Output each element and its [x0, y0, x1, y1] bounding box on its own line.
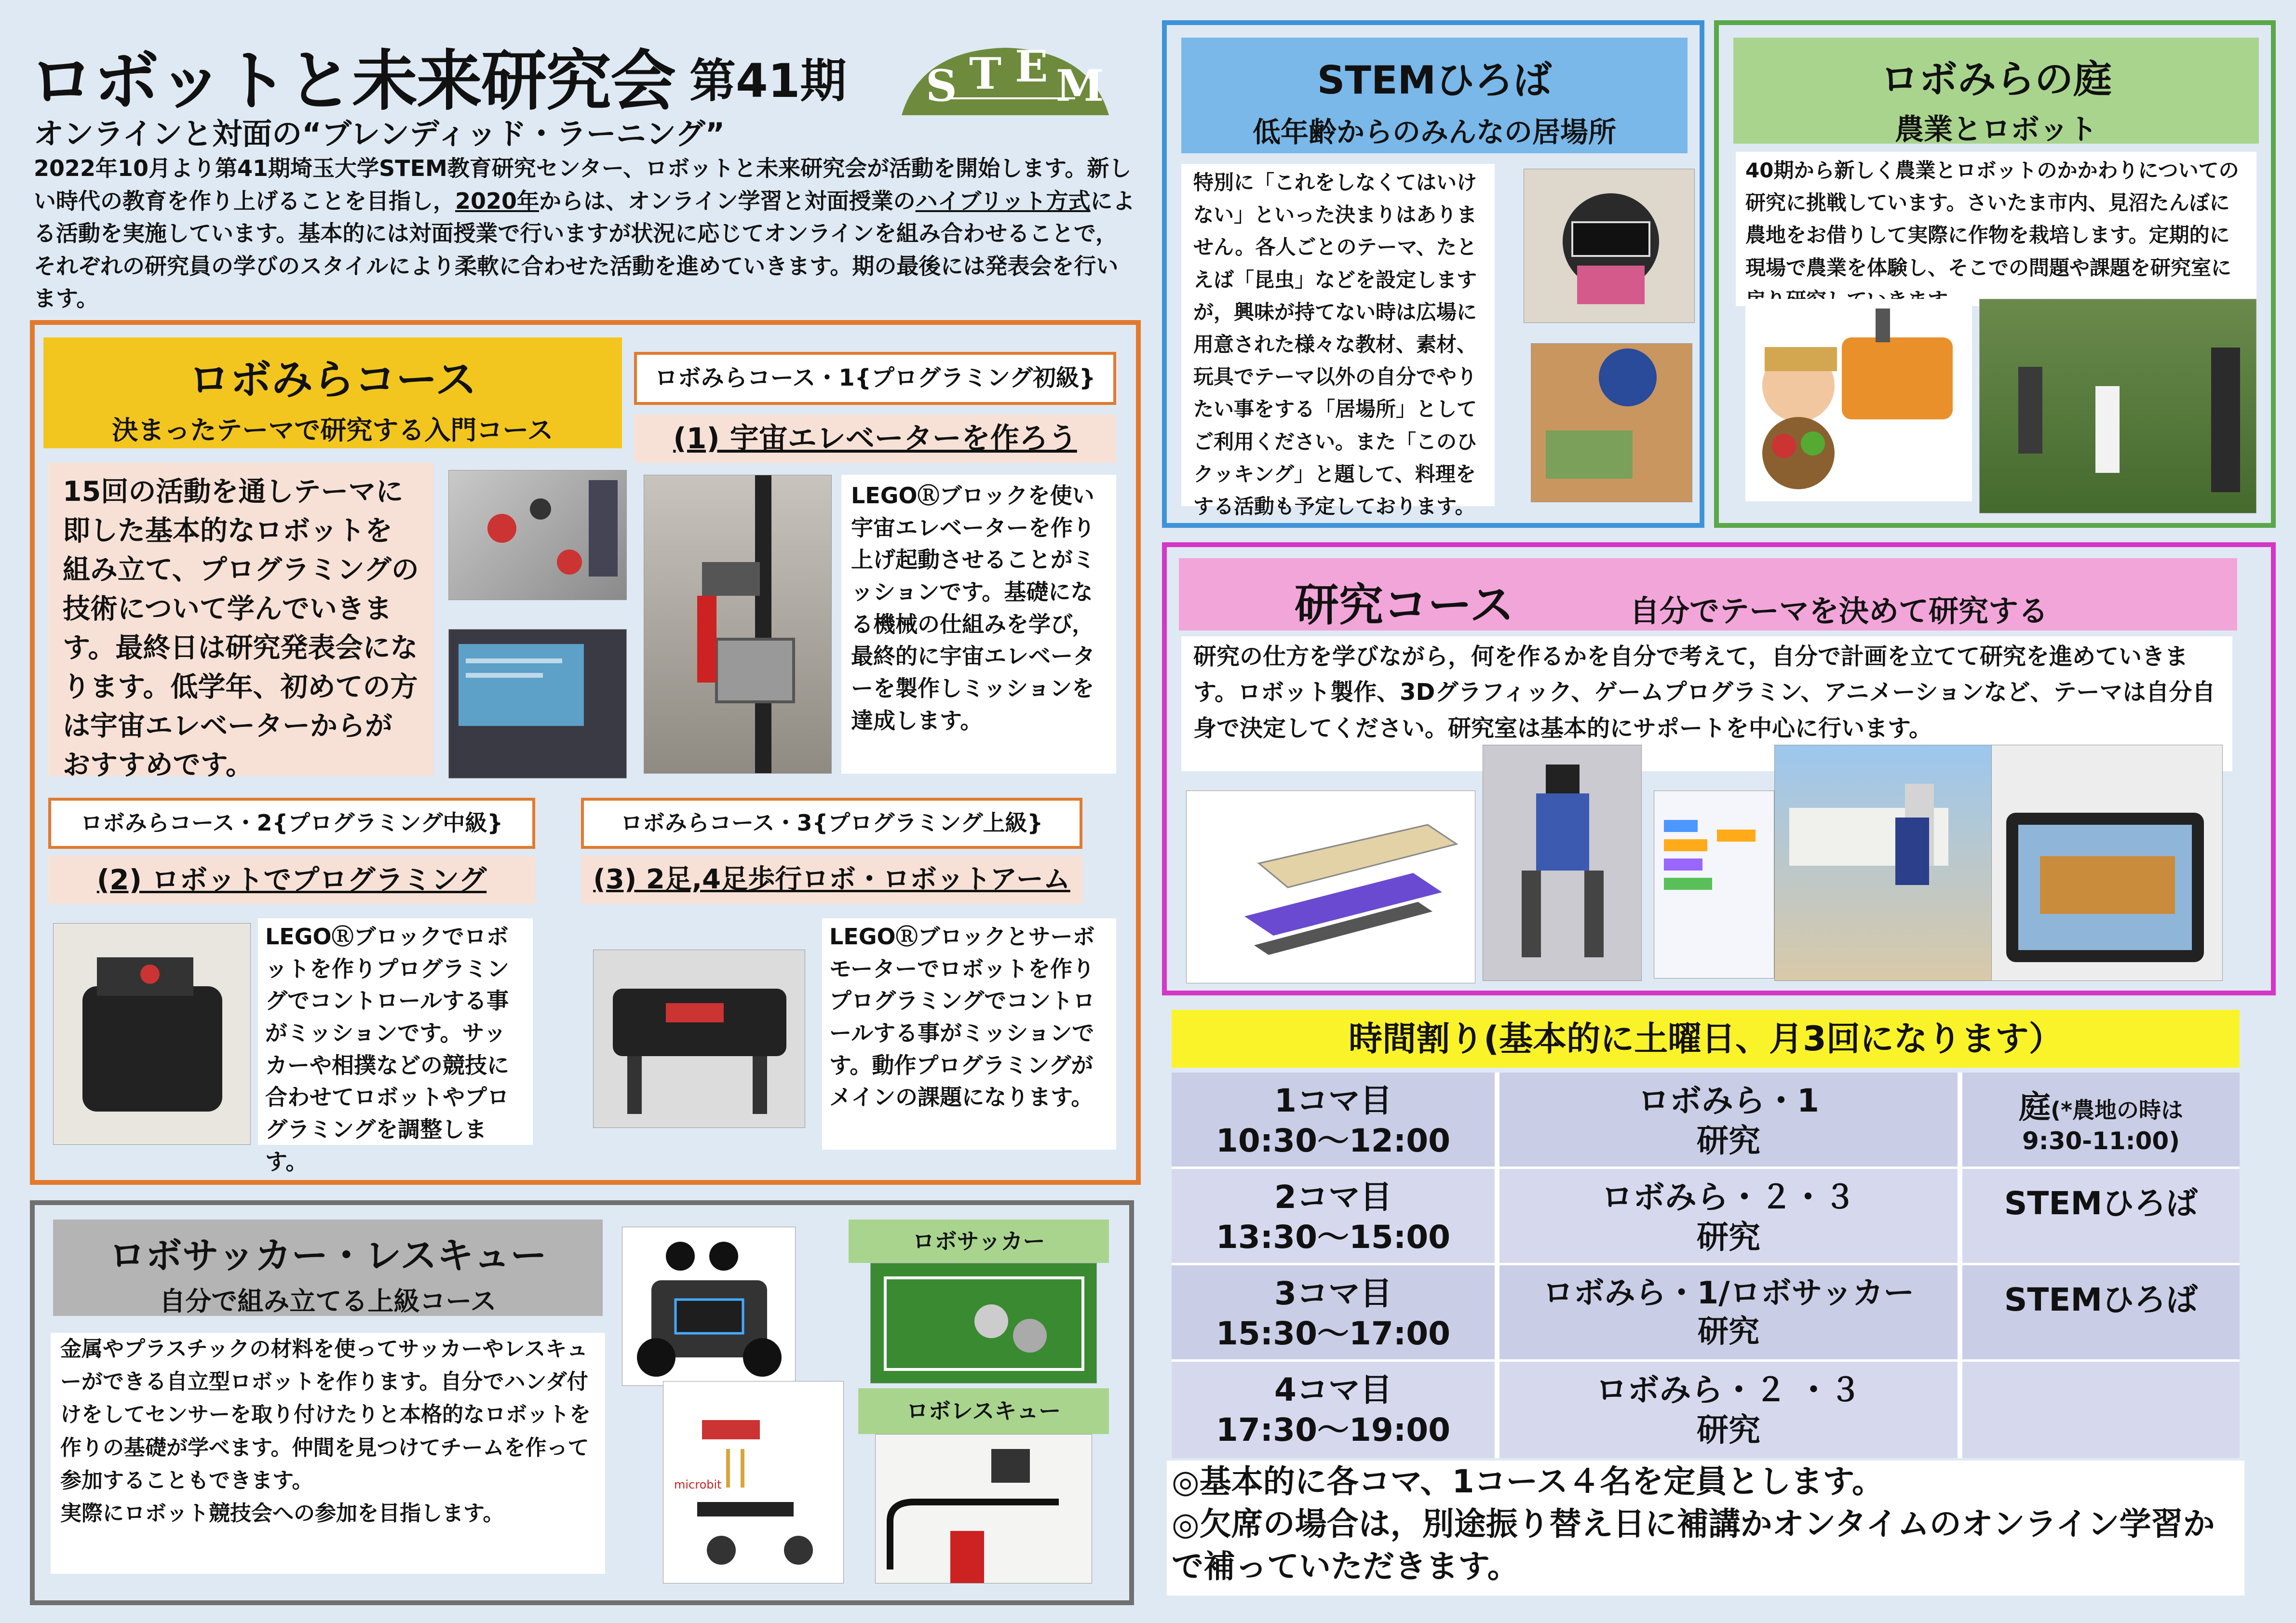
- soccer-subtitle: 自分で組み立てる上級コース: [159, 1286, 497, 1316]
- extra-note: (*農地の時は: [2050, 1097, 2184, 1123]
- schedule-koma: [1172, 1265, 1495, 1359]
- course-line1: ロボみら・２ ・３: [1595, 1371, 1862, 1408]
- soccer-desc: [51, 1333, 605, 1574]
- hiroba-subtitle: 低年齢からのみんなの居場所: [1252, 116, 1616, 148]
- soccer-desc-1: 金属やプラスチックの材料を使ってサッカーやレスキューができる自立型ロボットを作ります。自分でハンダ付けをしてセンサーを取り付けたりと本格的なロボットを作りの基礎が学べます。仲間を見つけてチームを作って参加することもできます。: [60, 1337, 591, 1493]
- intro-text-a: 2022年10月より第41期埼玉大学STEM教育研究センター、ロボットと未来研究会が活動を開始します。新しい時代の教育を作り上げることを目指し，: [34, 155, 1132, 214]
- soccer-title: ロボサッカー・レスキュー: [108, 1234, 547, 1277]
- hiroba-title: STEMひろば: [1317, 58, 1552, 103]
- robomira-photo-classroom: [448, 629, 627, 778]
- schedule-course: [1499, 1169, 1958, 1263]
- schedule-notes: [1167, 1461, 2244, 1596]
- course3-title: (3) 2足,4足歩行ロボ・ロボットアーム: [581, 856, 1082, 904]
- research-photo-tablet: [1991, 745, 2223, 981]
- schedule-row: [1172, 1169, 2240, 1263]
- hiroba-photo-cooking: [1531, 343, 1692, 502]
- schedule-course: [1499, 1265, 1958, 1359]
- subtitle: オンラインと対面の“ブレンディッド・ラーニング”: [34, 116, 725, 151]
- garden-desc: 40期から新しく農業とロボットのかかわりについての研究に挑戦しています。さいたま市内、見沼たんぼに農地をお借りして実際に作物を栽培します。定期的に現場で農業を体験し、そこでの問題や課題を研究室に: [1736, 152, 2256, 306]
- robosoccer-label: ロボサッカー: [849, 1220, 1109, 1263]
- course-line2: 研究: [1697, 1122, 1760, 1159]
- roborescue-label: ロボレスキュー: [858, 1388, 1109, 1434]
- schedule-note-2: ◎欠席の場合は，別途振り替え日に補講かオンタイムのオンライン学習かで補っていただきます。: [1172, 1505, 2215, 1585]
- logo-letter-t: T: [969, 48, 1001, 99]
- course3-label: ロボみらコース・3{プログラミング上級}: [581, 798, 1082, 849]
- logo-letter-m: M: [1056, 60, 1104, 111]
- schedule-row: [1172, 1073, 2240, 1167]
- garden-header: [1733, 38, 2259, 147]
- course2-desc: LEGOⓇブロックでロボットを作りプログラミングでコントロールする事がミッションです。サッカーや相撲などの競技に合わせてロボットやプログラミングを調整します。: [258, 918, 533, 1145]
- koma-time: 13:30～15:00: [1216, 1218, 1451, 1256]
- research-header: [1179, 558, 2237, 630]
- koma-time: 15:30～17:00: [1216, 1314, 1451, 1352]
- course2-photo-robot: [53, 923, 251, 1145]
- garden-photo-field: [1979, 299, 2256, 513]
- course-line1: ロボみら・1: [1638, 1082, 1819, 1119]
- robomira-title: ロボみらコース: [189, 356, 477, 404]
- extra-line1: STEMひろば: [2004, 1185, 2198, 1222]
- research-photo-robot: [1483, 745, 1642, 981]
- intro-hybrid: ハイブリット方式: [915, 188, 1091, 214]
- course3-photo-walker: [593, 950, 805, 1128]
- intro-text: [34, 152, 1138, 315]
- koma-time: 10:30～12:00: [1216, 1122, 1451, 1159]
- koma-label: 1コマ目: [1274, 1082, 1392, 1119]
- research-photo-cad: [1186, 791, 1475, 983]
- intro-year: 2020年: [455, 188, 540, 214]
- schedule-koma: [1172, 1073, 1495, 1167]
- garden-title: ロボみらの庭: [1880, 57, 2112, 102]
- schedule-koma: [1172, 1169, 1495, 1263]
- garden-illustration: [1745, 299, 1972, 501]
- logo-letter-e: E: [1015, 41, 1048, 92]
- course-line2: 研究: [1697, 1218, 1760, 1256]
- garden-subtitle: 農業とロボット: [1895, 113, 2097, 147]
- schedule-koma: [1172, 1362, 1495, 1458]
- hiroba-desc: 特別に「これをしなくてはいけない」といった決まりはありません。各人ごとのテーマ、たとえば「昆虫」などを設定しますが，興味が持てない時は広場に用意された様々な教材、素材、玩具でテーマ以外の自分でやりたい事をする「居場所」としてご利用ください。また「このひクッキング」と題して、料理をする活動も予定しております。: [1181, 164, 1495, 506]
- research-desc: 研究の仕方を学びながら，何を作るかを自分で考えて，自分で計画を立てて研究を進めていきます。ロボット製作、3Dグラフィック、ゲームプログラミン、アニメーションなど、テーマは自分自身で決定してください。研究室は基本的にサポートを中心に行います。: [1181, 636, 2232, 771]
- schedule-note-1: ◎基本的に各コマ、1コース４名を定員とします。: [1172, 1463, 1884, 1500]
- schedule-extra: [1962, 1073, 2240, 1167]
- soccer-header: [53, 1220, 603, 1316]
- schedule-extra: [1962, 1169, 2240, 1263]
- robosoccer-photo: [870, 1263, 1097, 1383]
- course-line2: 研究: [1697, 1411, 1760, 1449]
- research-photo-scratch: [1654, 791, 1774, 979]
- course-line2: 研究: [1698, 1314, 1759, 1350]
- research-subtitle: 自分でテーマを決めて研究する: [1630, 593, 2049, 629]
- schedule-table: [1172, 1073, 2240, 1458]
- course1-desc: LEGOⓇブロックを使い宇宙エレベーターを作り上げ起動させることがミッションです。基礎になる機械の仕組みを学び，最終的に宇宙エレベーターを製作しミッションを達成します。: [841, 475, 1116, 774]
- schedule-row: [1172, 1265, 2240, 1359]
- intro-text-b: からは、オンライン学習と対面授業の: [539, 188, 916, 214]
- stem-logo: [892, 40, 1119, 122]
- extra-line1: 庭: [2018, 1088, 2051, 1126]
- robomira-subtitle: 決まったテーマで研究する入門コース: [112, 415, 554, 445]
- robomira-header: [43, 337, 622, 448]
- research-photo-3dgraphic: [1774, 745, 1996, 981]
- soccer-diagram: [663, 1381, 844, 1583]
- hiroba-photo-child: [1524, 169, 1695, 323]
- term-label: 第41期: [689, 54, 847, 108]
- schedule-course: [1499, 1073, 1958, 1167]
- koma-label: 2コマ目: [1274, 1179, 1392, 1216]
- page-title: ロボットと未来研究会: [29, 43, 675, 120]
- schedule-course: [1499, 1362, 1958, 1458]
- soccer-photo-microbit: [622, 1227, 796, 1386]
- intro-text-c: による活動を実施しています。基本的には対面授業で行いますが状況に応じてオンラインを組み合わせることで，それぞれの研究員の学びのスタイルにより柔軟に合わせた活動を進めていきます。期の最後には発表会を行います。: [34, 188, 1135, 312]
- schedule-extra: [1962, 1362, 2240, 1458]
- course2-label: ロボみらコース・2{プログラミング中級}: [48, 798, 535, 849]
- research-title: 研究コース: [1295, 579, 1514, 631]
- course-line1: ロボみら・２・３: [1601, 1179, 1856, 1216]
- hiroba-header: [1181, 38, 1688, 153]
- schedule-title: 時間割り(基本的に土曜日、月3回になります）: [1172, 1010, 2240, 1068]
- course1-label: ロボみらコース・1{プログラミング初級}: [634, 352, 1116, 405]
- extra-line2: 9:30-11:00): [2022, 1127, 2180, 1155]
- course3-desc: LEGOⓇブロックとサーボモーターでロボットを作りプログラミングでコントロールする事がミッションです。動作プログラミングがメインの課題になります。: [822, 918, 1116, 1150]
- course1-photo-elevator: [644, 475, 832, 774]
- robomira-desc: 15回の活動を通しテーマに即した基本的なロボットを組み立て、プログラミングの技術について学んでいきます。最終日は研究発表会になります。低学年、初めての方は宇宙エレベーターからがおすすめです。: [48, 463, 434, 776]
- koma-label: 4コマ目: [1274, 1371, 1392, 1408]
- course1-title: (1) 宇宙エレベーターを作ろう: [634, 415, 1116, 463]
- diagram-microbit-label: microbit: [674, 1478, 722, 1491]
- koma-time: 17:30～19:00: [1216, 1411, 1451, 1449]
- course-line1: ロボみら・1/ロボサッカー: [1542, 1275, 1915, 1311]
- schedule-row: [1172, 1362, 2240, 1458]
- roborescue-photo: [875, 1434, 1092, 1583]
- koma-label: 3コマ目: [1274, 1275, 1392, 1312]
- schedule-extra: [1962, 1265, 2240, 1359]
- soccer-desc-2: 実際にロボット競技会への参加を目指します。: [60, 1501, 504, 1526]
- logo-letter-s: S: [926, 60, 957, 111]
- robomira-photo-lego: [448, 470, 627, 600]
- course2-title: (2) ロボットでプログラミング: [48, 856, 535, 904]
- extra-line1: STEMひろば: [2004, 1281, 2198, 1318]
